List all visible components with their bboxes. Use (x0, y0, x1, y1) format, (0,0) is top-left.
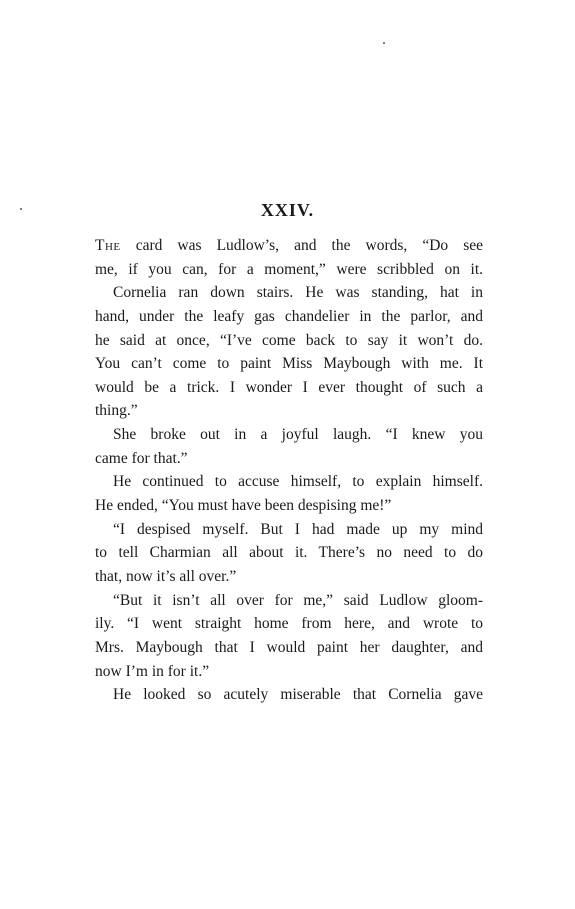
text-line: that, now it’s all over.” (95, 567, 237, 585)
body-text (95, 234, 483, 707)
text-line: He ended, “You must have been despising me!” (95, 497, 392, 515)
text-line: ily. “I went straight home from here, and wrote to (95, 615, 483, 633)
text-line: You can’t come to paint Miss Maybough with me. It (95, 355, 483, 373)
text-line: The card was Ludlow’s, and the words, “Do see (95, 237, 483, 254)
text-line: came for that.” (95, 449, 188, 467)
print-speck (383, 42, 385, 44)
text-line: would be a trick. I wonder I ever thought of such a (95, 378, 483, 396)
text-line: to tell Charmian all about it. There’s no need to do (95, 544, 483, 562)
text-line: me, if you can, for a moment,” were scribbled on it. (95, 260, 483, 278)
text-line: he said at once, “I’ve come back to say it won’t do. (95, 331, 483, 349)
text-line: “But it isn’t all over for me,” said Ludlow gloom- (113, 591, 483, 609)
text-line: “I despised myself. But I had made up my mind (113, 520, 483, 538)
text-line: He continued to accuse himself, to explain himself. (113, 473, 483, 491)
text-line: thing.” (95, 402, 138, 420)
text-line: Cornelia ran down stairs. He was standing, hat in (113, 284, 483, 302)
chapter-heading: XXIV. (260, 200, 315, 220)
text-line: She broke out in a joyful laugh. “I knew you (113, 426, 483, 444)
text-line: Mrs. Maybough that I would paint her daughter, and (95, 638, 483, 656)
first-word-small-caps: The (95, 237, 121, 254)
text-line: hand, under the leafy gas chandelier in the parlor, and (95, 307, 483, 325)
text-line: now I’m in for it.” (95, 662, 210, 680)
text-line: He looked so acutely miserable that Cornelia gave (113, 686, 483, 704)
